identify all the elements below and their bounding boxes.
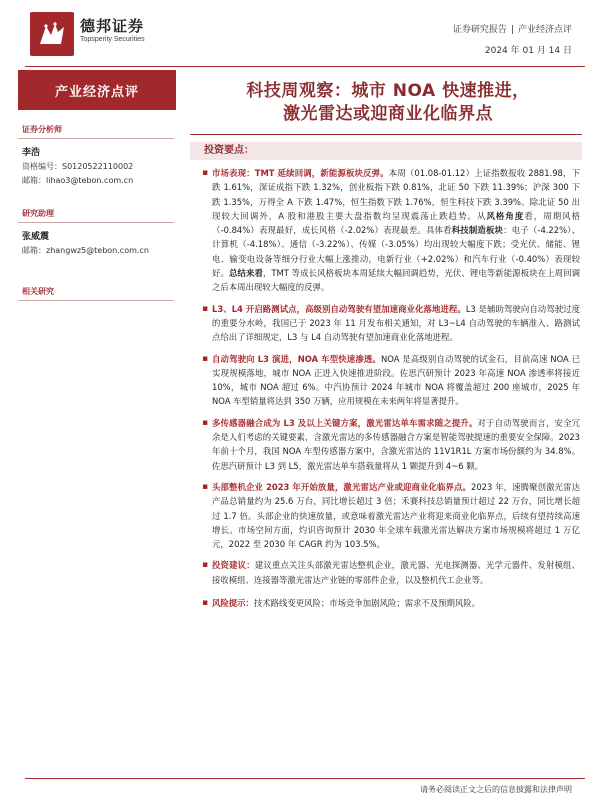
point-text: 技术路线变更风险；市场竞争加剧风险；需求不及预期风险。 (253, 598, 480, 609)
point-lead: 自动驾驶向 L3 演进，NOA 车型快速渗透。 (212, 353, 381, 364)
point-noa-penetration (196, 352, 580, 409)
point-lead: 投资建议： (212, 560, 255, 571)
point-market-performance (196, 166, 580, 295)
analyst-email[interactable]: 邮箱：lihao3@tebon.com.cn (22, 176, 134, 185)
point-lidar-volume (196, 480, 580, 551)
point-text: 对于自动驾驶而言，安全冗余是人们考虑的关键要素，含激光雷达的多传感器融合方案是智能驾驶提速的重要安全保障。2023 年前十个月，我国 NOA 车型传感器方案中，含激光雷达的 11V1R1L 方案市场份额约为 34.8%。佐思汽研预计 L3 到 L5，激光雷达单车搭载量将从 1 颗提升到 4~6 颗。 (212, 417, 580, 471)
point-lead: 市场表现：TMT 延续回调，新能源板块反弹。 (212, 168, 389, 178)
footer-divider (25, 778, 585, 779)
report-category-label: 产业经济点评 (517, 25, 572, 35)
point-lead: L3、L4 开启路测试点，高级别自动驾驶有望加速商业化落地进程。 (212, 303, 466, 314)
analyst-name: 李浩 (22, 148, 41, 158)
bullet-icon: ▪ (202, 353, 209, 364)
assistant-section (18, 208, 176, 256)
title-line-1: 科技周观察：城市 NOA 快速推进， (246, 81, 530, 101)
point-emphasis: 科技制造板块 (451, 225, 504, 236)
bullet-icon: ▪ (202, 481, 209, 492)
bullet-icon: ▪ (202, 417, 209, 428)
point-text: ，TMT 等成长风格板块本周延续大幅回调趋势，光伏、锂电等新能源板块在上周回调之后本周出现较大幅度的反弹。 (212, 268, 581, 293)
report-type: 证券研究报告 | 产业经济点评 (452, 25, 572, 35)
report-title (196, 80, 580, 126)
point-lead: 风险提示： (212, 598, 254, 609)
analyst-section (18, 124, 176, 186)
bullet-icon: ▪ (202, 598, 209, 609)
report-type-label: 证券研究报告 (452, 25, 507, 35)
bullet-icon: ▪ (202, 560, 209, 571)
point-sensor-fusion (196, 416, 580, 473)
point-lead: 多传感器融合成为 L3 及以上关键方案，激光雷达单车需求随之提升。 (212, 417, 478, 428)
related-research-title: 相关研究 (18, 286, 174, 301)
report-date: 2024 年 01 月 14 日 (484, 46, 572, 56)
sidebar (18, 70, 176, 301)
point-investment-advice (196, 558, 580, 587)
brand-name-en: Topsperity Securities (80, 36, 145, 43)
point-text: 本周（01.08-01.12）上证指数报收 2881.98，下跌 1.61%，深证成指下跌 1.32%，创业板指下跌 0.81%，北证 50 下跌 11.39%；沪深 300 下跌 1.35%，万得全 A 下跌 1.47%，恒生指数下跌 1.76%，恒生科技下跌 3.39%。除北证 50 出现较大回调外，A 股和港股主要大盘指数均呈现震荡止跌趋势。从 (212, 168, 580, 221)
point-text: NOA 是高级别自动驾驶的试金石，目前高速 NOA 已实现规模落地，城市 NOA 正进入快速推进阶段。佐思汽研预计 2023 年高速 NOA 渗透率将接近 10%，城市 NOA 超过 6%。中汽协预计 2024 年城市 NOA 将覆盖超过 200 座城市，2025 年 NOA 车型销量将达到 350 万辆，应用规模在未来两年将显著提升。 (212, 353, 580, 407)
title-line-2: 激光雷达或迎商业化临界点 (283, 104, 493, 124)
point-text: 看，周期风格（-0.84%）表现最好，成长风格（-2.02%）表现最差。具体看 (212, 210, 581, 236)
assistant-section-title: 研究助理 (18, 208, 174, 223)
point-text: L3 是辅助驾驶向自动驾驶过度的重要分水岭，我国已于 2023 年 11 月发布相关通知，对 L3~L4 自动驾驶的车辆准入、路测试点给出了详细规定，L3 与 L4 自动驾驶有望加速商业化落地进程。 (212, 303, 580, 343)
bullet-icon: ▪ (202, 303, 209, 314)
point-text: 建议重点关注头部激光雷达整机企业，激光器、光电探测器、光学元器件、发射模组、接收模组、连接器等激光雷达产业链的零部件企业，以及整机代工企业等。 (212, 560, 580, 585)
point-emphasis: 总结来看 (228, 268, 263, 279)
point-text: 2023 年，速腾聚创激光雷达产品总销量约为 25.6 万台，同比增长超过 3 倍；禾赛科技总销量预计超过 22 万台，同比增长超过 1.7 倍。头部企业的快速放量，或意味着激光雷达产业将迎来商业化临界点，后续有望持续高速增长。市场空间方面，灼识咨询预计 2030 年全球车载激光雷达解决方案市场规模将超过 1 万亿元，2022 至 2030 年 CAGR 约为 103.5%。 (212, 481, 580, 550)
point-lead: 头部整机企业 2023 年开始放量，激光雷达产业或迎商业化临界点。 (212, 481, 471, 492)
company-logo (30, 12, 74, 56)
brand-name: 德邦证券 (80, 17, 145, 35)
bullet-icon: ▪ (202, 168, 209, 178)
analyst-section-title: 证券分析师 (18, 124, 174, 139)
related-research-section (18, 286, 176, 301)
investment-points (196, 166, 580, 610)
analyst-certificate: 资格编号：S0120522110002 (22, 162, 134, 171)
assistant-name: 张威震 (22, 232, 50, 242)
point-emphasis: 风格角度 (486, 210, 525, 221)
investment-points-header: 投资要点： (190, 142, 582, 160)
point-risk-warning (196, 596, 580, 610)
sidebar-banner: 产业经济点评 (18, 70, 176, 110)
title-divider (190, 134, 582, 135)
point-text: ：电子（-4.22%）、计算机（-4.18%）、通信（-3.22%）、传媒（-3.05%）均出现较大幅度下跌；受光伏、储能、锂电、输变电设备等细分行业大幅上涨推动，电新行业（+2.02%）和汽车行业（-0.40%）表现较好。 (212, 225, 580, 279)
point-l3-l4-pilot (196, 302, 580, 345)
header-divider (25, 66, 585, 67)
assistant-email[interactable]: 邮箱：zhangwz5@tebon.com.cn (22, 246, 149, 255)
logo-mark-icon (35, 17, 69, 51)
footer-disclaimer: 请务必阅读正文之后的信息披露和法律声明 (420, 785, 572, 794)
